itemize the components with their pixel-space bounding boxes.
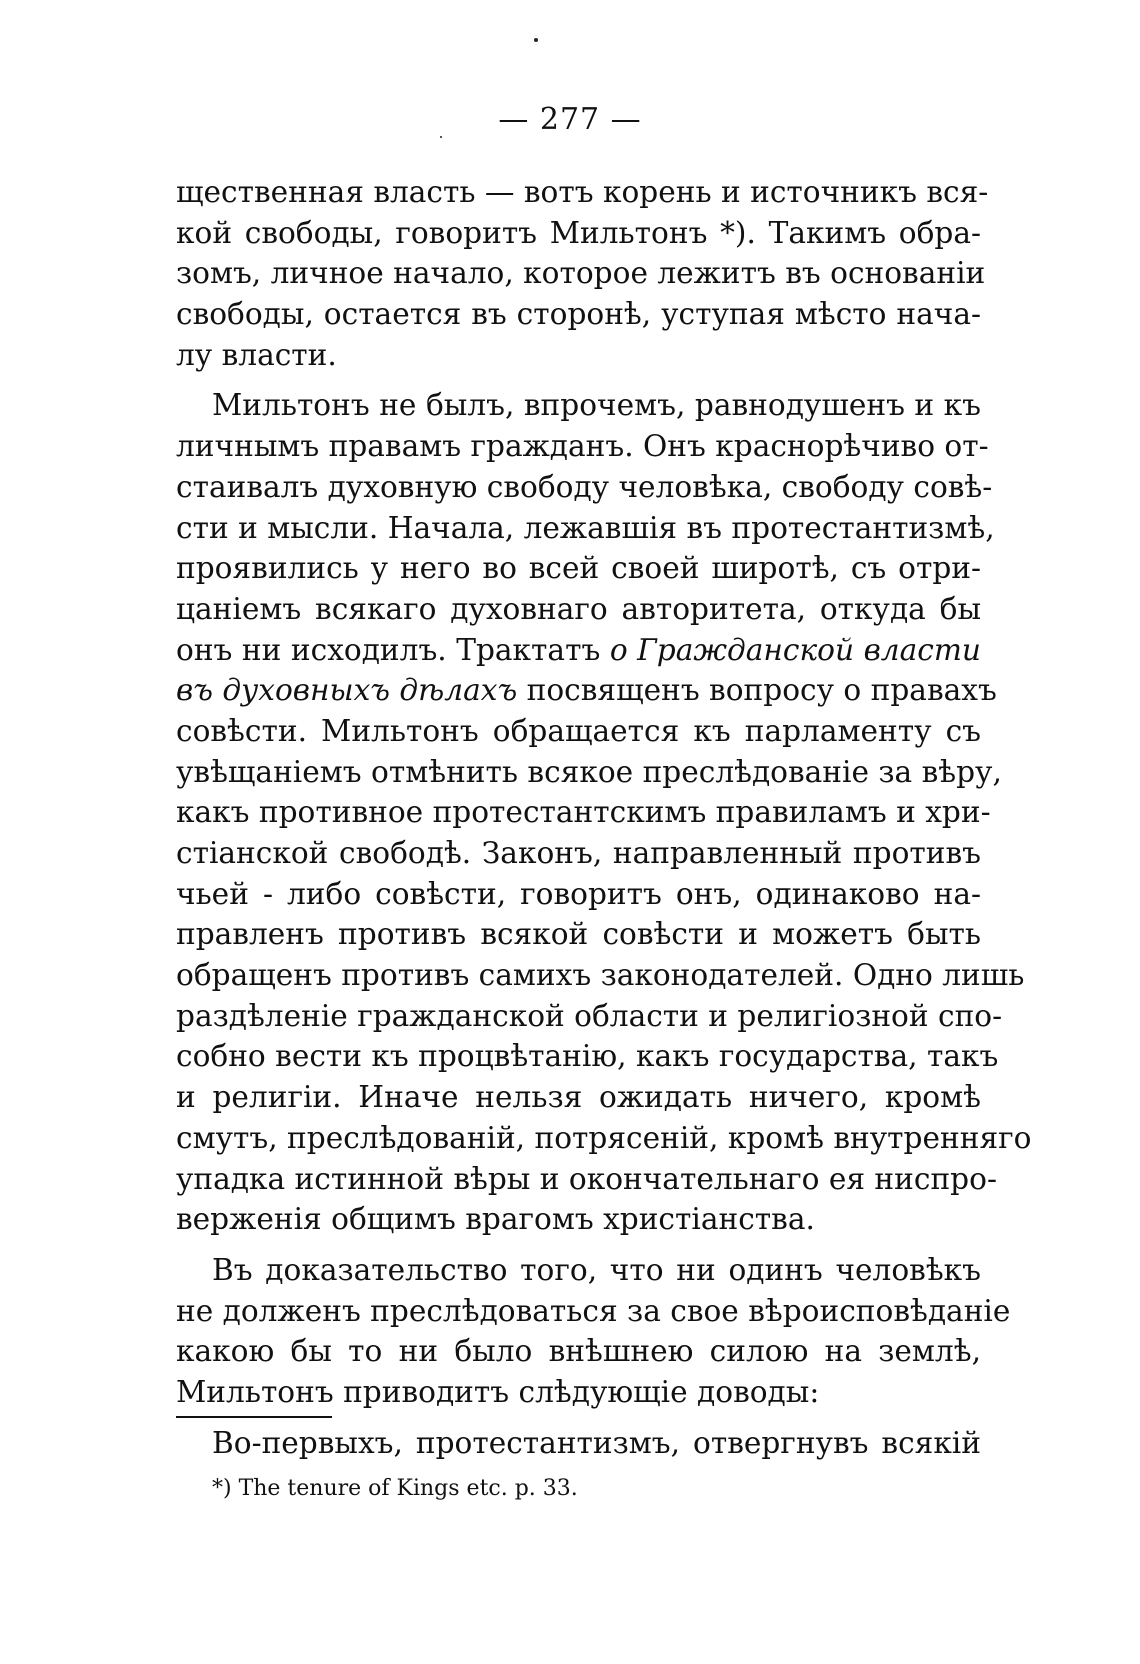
paragraph-1 bbox=[176, 172, 989, 375]
italic-title: о Гражданской власти bbox=[609, 632, 981, 667]
text-line-with-title bbox=[176, 630, 981, 671]
text-line: совѣсти. Мильтонъ обращается къ парламенту съ bbox=[176, 713, 981, 748]
text-line: чьей - либо совѣсти, говоритъ онъ, одинаково на- bbox=[176, 876, 981, 911]
text-fragment: онъ ни исходилъ. Трактатъ bbox=[176, 632, 601, 667]
text-line: и религiи. Иначе нельзя ожидать ничего, кромѣ bbox=[176, 1080, 981, 1115]
text-line: свободы, остается въ сторонѣ, уступая мѣсто нача- bbox=[176, 297, 981, 332]
italic-title-cont: въ духовныхъ дѣлахъ bbox=[176, 673, 518, 708]
text-line: стiанской свободѣ. Законъ, направленный противъ bbox=[176, 836, 981, 870]
text-line: обращенъ противъ самихъ законодателей. Одно лишь bbox=[176, 958, 1025, 993]
text-line: цанiемъ всякаго духовнаго авторитета, откуда бы bbox=[176, 591, 981, 626]
text-fragment: посвященъ вопросу о правахъ bbox=[526, 673, 997, 708]
body-text bbox=[176, 172, 1032, 1473]
text-line: правленъ противъ всякой совѣсти и можетъ быть bbox=[176, 917, 981, 952]
paragraph-2 bbox=[176, 385, 1032, 1239]
text-line: проявились у него во всей своей широтѣ, съ отри- bbox=[176, 551, 981, 586]
text-line: увѣщанiемъ отмѣнить всякое преслѣдованiе за вѣру, bbox=[176, 754, 1002, 789]
page-number: — 277 — bbox=[498, 102, 642, 137]
text-line: сти и мысли. Начала, лежавшiя въ протестантизмѣ, bbox=[176, 510, 995, 545]
text-line: стаивалъ духовную свободу человѣка, свободу совѣ- bbox=[176, 469, 993, 504]
paragraph-4 bbox=[176, 1423, 981, 1464]
text-line: Во-первыхъ, протестантизмъ, отвергнувъ всякiй bbox=[212, 1425, 981, 1460]
text-line-with-title bbox=[176, 670, 997, 711]
text-line: зомъ, личное начало, которое лежитъ въ основанiи bbox=[176, 256, 986, 291]
text-line: личнымъ правамъ гражданъ. Онъ краснорѣчиво от- bbox=[176, 429, 989, 464]
text-line: Въ доказательство того, что ни одинъ человѣкъ bbox=[212, 1252, 981, 1287]
text-line: щественная власть — вотъ корень и источникъ вся- bbox=[176, 175, 989, 209]
text-line: смутъ, преслѣдованiй, потрясенiй, кромѣ внутренняго bbox=[176, 1120, 1032, 1155]
text-line: лу власти. bbox=[176, 337, 337, 372]
text-line: раздѣленiе гражданской области и религiозной спо- bbox=[176, 998, 1003, 1033]
footnote-divider bbox=[176, 1416, 332, 1418]
text-line: Мильтонъ не былъ, впрочемъ, равнодушенъ и къ bbox=[212, 388, 981, 423]
footnote: *) The tenure of Kings etc. p. 33. bbox=[212, 1476, 578, 1501]
text-line: верженiя общимъ врагомъ христiанства. bbox=[176, 1202, 815, 1237]
text-line: не долженъ преслѣдоваться за свое вѣроисповѣданiе bbox=[176, 1293, 1011, 1328]
text-line: какою бы то ни было внѣшнею силою на землѣ, bbox=[176, 1334, 981, 1369]
text-line: кой свободы, говоритъ Мильтонъ *). Такимъ обра- bbox=[176, 215, 981, 250]
text-line: упадка истинной вѣры и окончательнаго ея ниспро- bbox=[176, 1161, 997, 1196]
text-line: собно вести къ процвѣтанiю, какъ государства, такъ bbox=[176, 1039, 999, 1074]
print-speck bbox=[534, 38, 538, 42]
text-line: Мильтонъ приводитъ слѣдующiе доводы: bbox=[176, 1374, 820, 1409]
text-line: какъ противное протестантскимъ правиламъ и хри- bbox=[176, 795, 991, 830]
paragraph-3 bbox=[176, 1250, 1011, 1413]
